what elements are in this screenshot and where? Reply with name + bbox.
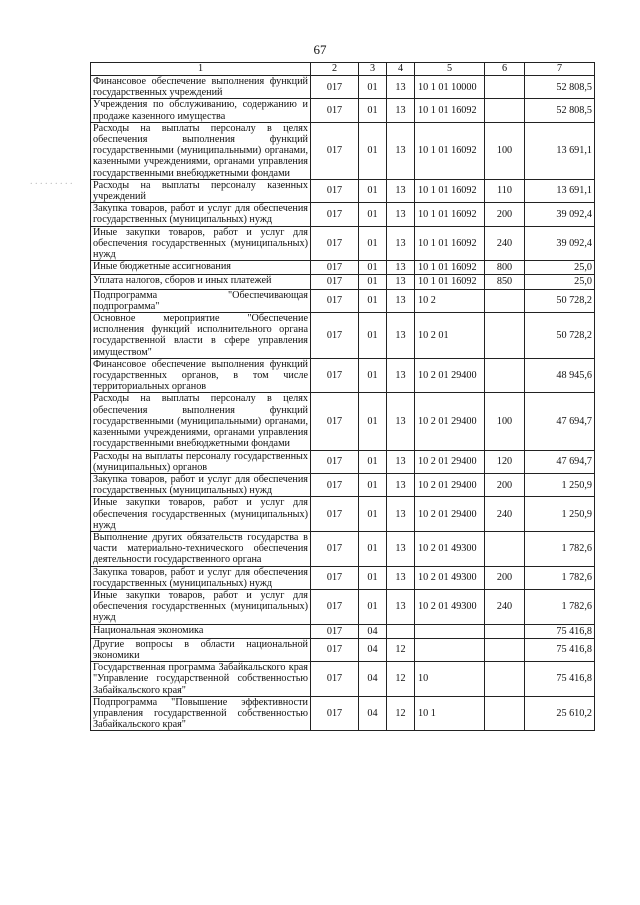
code-type-cell xyxy=(485,289,525,312)
code-target-cell: 10 2 01 29400 xyxy=(415,497,485,532)
code-target-cell: 10 2 xyxy=(415,289,485,312)
code-type-cell: 240 xyxy=(485,497,525,532)
code-type-cell xyxy=(485,531,525,566)
table-header-row xyxy=(91,63,595,76)
code-target-cell: 10 1 01 16092 xyxy=(415,179,485,202)
table-row xyxy=(91,450,595,473)
code-target-cell: 10 2 01 49300 xyxy=(415,566,485,589)
table-row xyxy=(91,358,595,393)
code-section-cell: 01 xyxy=(359,275,387,289)
amount-cell: 13 691,1 xyxy=(525,122,595,179)
code-subsection-cell: 13 xyxy=(387,589,415,624)
code-type-cell xyxy=(485,662,525,697)
code-section-cell: 01 xyxy=(359,473,387,496)
amount-cell: 50 728,2 xyxy=(525,289,595,312)
code-section-cell: 01 xyxy=(359,76,387,99)
row-name-cell: Закупка товаров, работ и услуг для обеспечения государственных (муниципальных) нужд xyxy=(91,203,311,226)
amount-cell: 47 694,7 xyxy=(525,393,595,450)
amount-cell: 1 250,9 xyxy=(525,473,595,496)
code-subsection-cell: 13 xyxy=(387,275,415,289)
code-subsection-cell: 13 xyxy=(387,261,415,275)
row-name-cell: Выполнение других обязательств государства в части материально-технического обеспечения деятельности государственного органа xyxy=(91,531,311,566)
code-target-cell: 10 2 01 xyxy=(415,313,485,359)
code-subsection-cell: 13 xyxy=(387,76,415,99)
code-section-cell: 01 xyxy=(359,203,387,226)
column-header: 4 xyxy=(387,63,415,76)
table-row xyxy=(91,531,595,566)
table-row xyxy=(91,393,595,450)
table-row xyxy=(91,313,595,359)
code-target-cell xyxy=(415,638,485,661)
code-target-cell: 10 1 xyxy=(415,696,485,731)
amount-cell: 75 416,8 xyxy=(525,638,595,661)
code-target-cell: 10 1 01 16092 xyxy=(415,122,485,179)
table-row xyxy=(91,179,595,202)
code-section-cell: 04 xyxy=(359,624,387,638)
code-section-cell: 01 xyxy=(359,99,387,122)
budget-table xyxy=(90,62,595,731)
code-section-cell: 01 xyxy=(359,289,387,312)
code-admin-cell: 017 xyxy=(311,696,359,731)
code-subsection-cell: 12 xyxy=(387,638,415,661)
table-row xyxy=(91,566,595,589)
table-row xyxy=(91,76,595,99)
amount-cell: 25,0 xyxy=(525,261,595,275)
code-type-cell xyxy=(485,624,525,638)
code-subsection-cell: 12 xyxy=(387,696,415,731)
amount-cell: 1 250,9 xyxy=(525,497,595,532)
code-target-cell: 10 1 01 16092 xyxy=(415,261,485,275)
code-target-cell: 10 1 01 16092 xyxy=(415,226,485,261)
row-name-cell: Государственная программа Забайкальского края "Управление государственной собственностью Забайкальского края" xyxy=(91,662,311,697)
amount-cell: 75 416,8 xyxy=(525,662,595,697)
code-section-cell: 01 xyxy=(359,261,387,275)
code-admin-cell: 017 xyxy=(311,275,359,289)
code-section-cell: 01 xyxy=(359,179,387,202)
code-subsection-cell: 13 xyxy=(387,289,415,312)
code-type-cell: 100 xyxy=(485,393,525,450)
code-target-cell: 10 1 01 10000 xyxy=(415,76,485,99)
code-admin-cell: 017 xyxy=(311,473,359,496)
code-type-cell xyxy=(485,358,525,393)
row-name-cell: Расходы на выплаты персоналу государственных (муниципальных) органов xyxy=(91,450,311,473)
row-name-cell: Национальная экономика xyxy=(91,624,311,638)
amount-cell: 52 808,5 xyxy=(525,76,595,99)
code-type-cell: 100 xyxy=(485,122,525,179)
amount-cell: 25,0 xyxy=(525,275,595,289)
margin-mark: . . . . . . . . . xyxy=(30,176,73,187)
code-admin-cell: 017 xyxy=(311,289,359,312)
code-type-cell: 800 xyxy=(485,261,525,275)
code-subsection-cell: 13 xyxy=(387,179,415,202)
amount-cell: 50 728,2 xyxy=(525,313,595,359)
amount-cell: 39 092,4 xyxy=(525,226,595,261)
code-type-cell: 110 xyxy=(485,179,525,202)
column-header: 1 xyxy=(91,63,311,76)
table-row xyxy=(91,226,595,261)
amount-cell: 52 808,5 xyxy=(525,99,595,122)
code-admin-cell: 017 xyxy=(311,624,359,638)
table-row xyxy=(91,624,595,638)
row-name-cell: Финансовое обеспечение выполнения функций государственных учреждений xyxy=(91,76,311,99)
amount-cell: 75 416,8 xyxy=(525,624,595,638)
row-name-cell: Основное мероприятие "Обеспечение исполнения функций исполнительного органа государственной власти в сфере управления имуществом" xyxy=(91,313,311,359)
row-name-cell: Иные закупки товаров, работ и услуг для обеспечения государственных (муниципальных) нужд xyxy=(91,226,311,261)
code-target-cell: 10 2 01 29400 xyxy=(415,473,485,496)
code-type-cell xyxy=(485,696,525,731)
amount-cell: 1 782,6 xyxy=(525,589,595,624)
code-admin-cell: 017 xyxy=(311,662,359,697)
code-section-cell: 01 xyxy=(359,531,387,566)
table-row xyxy=(91,497,595,532)
code-admin-cell: 017 xyxy=(311,450,359,473)
amount-cell: 48 945,6 xyxy=(525,358,595,393)
amount-cell: 25 610,2 xyxy=(525,696,595,731)
code-target-cell: 10 2 01 49300 xyxy=(415,531,485,566)
code-target-cell: 10 xyxy=(415,662,485,697)
column-header: 5 xyxy=(415,63,485,76)
code-section-cell: 04 xyxy=(359,638,387,661)
amount-cell: 39 092,4 xyxy=(525,203,595,226)
code-subsection-cell: 13 xyxy=(387,531,415,566)
code-admin-cell: 017 xyxy=(311,226,359,261)
code-section-cell: 01 xyxy=(359,313,387,359)
code-type-cell: 200 xyxy=(485,566,525,589)
table-row xyxy=(91,203,595,226)
code-type-cell xyxy=(485,638,525,661)
code-section-cell: 01 xyxy=(359,589,387,624)
code-target-cell: 10 2 01 29400 xyxy=(415,393,485,450)
code-admin-cell: 017 xyxy=(311,179,359,202)
code-target-cell: 10 1 01 16092 xyxy=(415,99,485,122)
code-admin-cell: 017 xyxy=(311,566,359,589)
code-section-cell: 01 xyxy=(359,450,387,473)
code-type-cell xyxy=(485,76,525,99)
row-name-cell: Расходы на выплаты персоналу в целях обеспечения выполнения функций государственными (муниципальными) органами, казенными учреждениями, органами управления государственными внебюджетными фондами xyxy=(91,122,311,179)
code-admin-cell: 017 xyxy=(311,393,359,450)
row-name-cell: Расходы на выплаты персоналу казенных учреждений xyxy=(91,179,311,202)
code-section-cell: 01 xyxy=(359,497,387,532)
row-name-cell: Иные закупки товаров, работ и услуг для обеспечения государственных (муниципальных) нужд xyxy=(91,589,311,624)
code-section-cell: 01 xyxy=(359,358,387,393)
code-subsection-cell: 13 xyxy=(387,313,415,359)
row-name-cell: Уплата налогов, сборов и иных платежей xyxy=(91,275,311,289)
code-admin-cell: 017 xyxy=(311,76,359,99)
row-name-cell: Иные закупки товаров, работ и услуг для обеспечения государственных (муниципальных) нужд xyxy=(91,497,311,532)
code-section-cell: 01 xyxy=(359,566,387,589)
table-row xyxy=(91,638,595,661)
code-section-cell: 01 xyxy=(359,393,387,450)
code-admin-cell: 017 xyxy=(311,122,359,179)
column-header: 6 xyxy=(485,63,525,76)
code-type-cell xyxy=(485,99,525,122)
code-subsection-cell: 13 xyxy=(387,203,415,226)
page-number: 67 xyxy=(313,42,327,57)
row-name-cell: Другие вопросы в области национальной экономики xyxy=(91,638,311,661)
code-admin-cell: 017 xyxy=(311,358,359,393)
code-target-cell: 10 2 01 29400 xyxy=(415,358,485,393)
code-admin-cell: 017 xyxy=(311,203,359,226)
code-admin-cell: 017 xyxy=(311,313,359,359)
table-row xyxy=(91,261,595,275)
code-admin-cell: 017 xyxy=(311,99,359,122)
row-name-cell: Учреждения по обслуживанию, содержанию и продаже казенного имущества xyxy=(91,99,311,122)
code-admin-cell: 017 xyxy=(311,531,359,566)
code-admin-cell: 017 xyxy=(311,589,359,624)
code-subsection-cell: 13 xyxy=(387,358,415,393)
code-target-cell: 10 2 01 49300 xyxy=(415,589,485,624)
code-target-cell xyxy=(415,624,485,638)
code-admin-cell: 017 xyxy=(311,261,359,275)
row-name-cell: Закупка товаров, работ и услуг для обеспечения государственных (муниципальных) нужд xyxy=(91,473,311,496)
table-row xyxy=(91,275,595,289)
code-type-cell: 850 xyxy=(485,275,525,289)
code-target-cell: 10 1 01 16092 xyxy=(415,203,485,226)
code-type-cell: 120 xyxy=(485,450,525,473)
column-header: 3 xyxy=(359,63,387,76)
table-row xyxy=(91,696,595,731)
amount-cell: 1 782,6 xyxy=(525,566,595,589)
code-subsection-cell: 13 xyxy=(387,497,415,532)
table-row xyxy=(91,589,595,624)
code-type-cell: 240 xyxy=(485,226,525,261)
code-type-cell: 200 xyxy=(485,473,525,496)
code-subsection-cell: 13 xyxy=(387,393,415,450)
table-row xyxy=(91,289,595,312)
code-section-cell: 01 xyxy=(359,122,387,179)
code-target-cell: 10 2 01 29400 xyxy=(415,450,485,473)
row-name-cell: Подпрограмма "Обеспечивающая подпрограмма" xyxy=(91,289,311,312)
row-name-cell: Расходы на выплаты персоналу в целях обеспечения выполнения функций государственными (муниципальными) органами, казенными учреждениями, органами управления государственными внебюджетными фондами xyxy=(91,393,311,450)
code-subsection-cell: 13 xyxy=(387,122,415,179)
code-type-cell: 200 xyxy=(485,203,525,226)
row-name-cell: Финансовое обеспечение выполнения функций государственных органов, в том числе территориальных органов xyxy=(91,358,311,393)
row-name-cell: Подпрограмма "Повышение эффективности управления государственной собственностью Забайкальского края" xyxy=(91,696,311,731)
code-section-cell: 04 xyxy=(359,696,387,731)
code-subsection-cell: 13 xyxy=(387,566,415,589)
code-type-cell xyxy=(485,313,525,359)
code-subsection-cell: 13 xyxy=(387,450,415,473)
amount-cell: 47 694,7 xyxy=(525,450,595,473)
code-section-cell: 01 xyxy=(359,226,387,261)
column-header: 2 xyxy=(311,63,359,76)
code-subsection-cell: 13 xyxy=(387,226,415,261)
amount-cell: 13 691,1 xyxy=(525,179,595,202)
table-row xyxy=(91,99,595,122)
row-name-cell: Иные бюджетные ассигнования xyxy=(91,261,311,275)
code-admin-cell: 017 xyxy=(311,497,359,532)
amount-cell: 1 782,6 xyxy=(525,531,595,566)
table-row xyxy=(91,122,595,179)
row-name-cell: Закупка товаров, работ и услуг для обеспечения государственных (муниципальных) нужд xyxy=(91,566,311,589)
code-type-cell: 240 xyxy=(485,589,525,624)
code-subsection-cell xyxy=(387,624,415,638)
column-header: 7 xyxy=(525,63,595,76)
code-subsection-cell: 12 xyxy=(387,662,415,697)
code-admin-cell: 017 xyxy=(311,638,359,661)
table-row xyxy=(91,662,595,697)
code-target-cell: 10 1 01 16092 xyxy=(415,275,485,289)
code-subsection-cell: 13 xyxy=(387,473,415,496)
code-section-cell: 04 xyxy=(359,662,387,697)
table-row xyxy=(91,473,595,496)
code-subsection-cell: 13 xyxy=(387,99,415,122)
